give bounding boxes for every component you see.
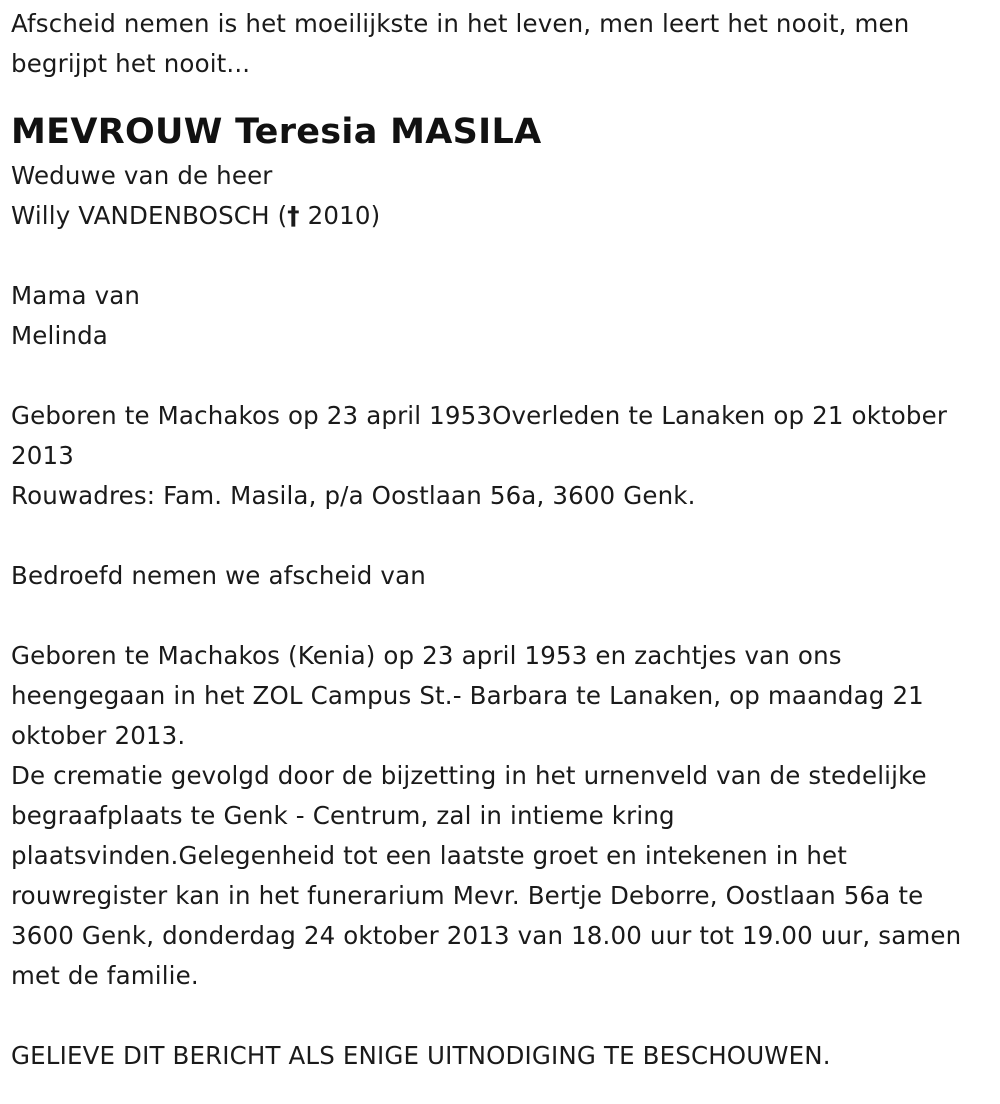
spacer bbox=[11, 996, 981, 1036]
birth-death-details: Geboren te Machakos (Kenia) op 23 april 1953 en zachtjes van ons heengegaan in het ZOL Campus St.- Barbara te Lanaken, op maandag 21 oktober 2013. bbox=[11, 641, 924, 750]
spouse-name-prefix: Willy VANDENBOSCH ( bbox=[11, 201, 288, 230]
spouse-relation: Weduwe van de heer bbox=[11, 161, 273, 190]
child-relation: Mama van bbox=[11, 281, 141, 310]
spacer bbox=[11, 236, 981, 276]
child-name: Melinda bbox=[11, 321, 108, 350]
deceased-name-title: MEVROUW Teresia MASILA bbox=[11, 112, 542, 152]
mourning-address: Rouwadres: Fam. Masila, p/a Oostlaan 56a, 3600 Genk. bbox=[11, 481, 696, 510]
birth-death-line: Geboren te Machakos op 23 april 1953Overleden te Lanaken op 21 oktober 2013 bbox=[11, 401, 948, 470]
spacer bbox=[11, 516, 981, 556]
opening-quote: Afscheid nemen is het moeilijkste in het leven, men leert het nooit, men begrijpt het nooit... bbox=[11, 9, 910, 78]
ceremony-details: De crematie gevolgd door de bijzetting in het urnenveld van de stedelijke begraafplaats te Genk - Centrum, zal in intieme kring plaatsvinden.Gelegenheid tot een laatste groet en intekenen in het rouwregister kan in het funerarium Mevr. Bertje Deborre, Oostlaan 56a te 3600 Genk, donderdag 24 oktober 2013 van 18.00 uur tot 19.00 uur, samen met de familie. bbox=[11, 761, 962, 990]
cross-icon: † bbox=[287, 201, 300, 230]
farewell-intro: Bedroefd nemen we afscheid van bbox=[11, 561, 426, 590]
spacer bbox=[11, 596, 981, 636]
spacer bbox=[11, 84, 981, 108]
spacer bbox=[11, 356, 981, 396]
closing-notice: GELIEVE DIT BERICHT ALS ENIGE UITNODIGING TE BESCHOUWEN. bbox=[11, 1041, 831, 1070]
obituary-notice bbox=[11, 4, 981, 1076]
spouse-name-suffix: 2010) bbox=[299, 201, 381, 230]
spouse-name bbox=[11, 196, 981, 236]
